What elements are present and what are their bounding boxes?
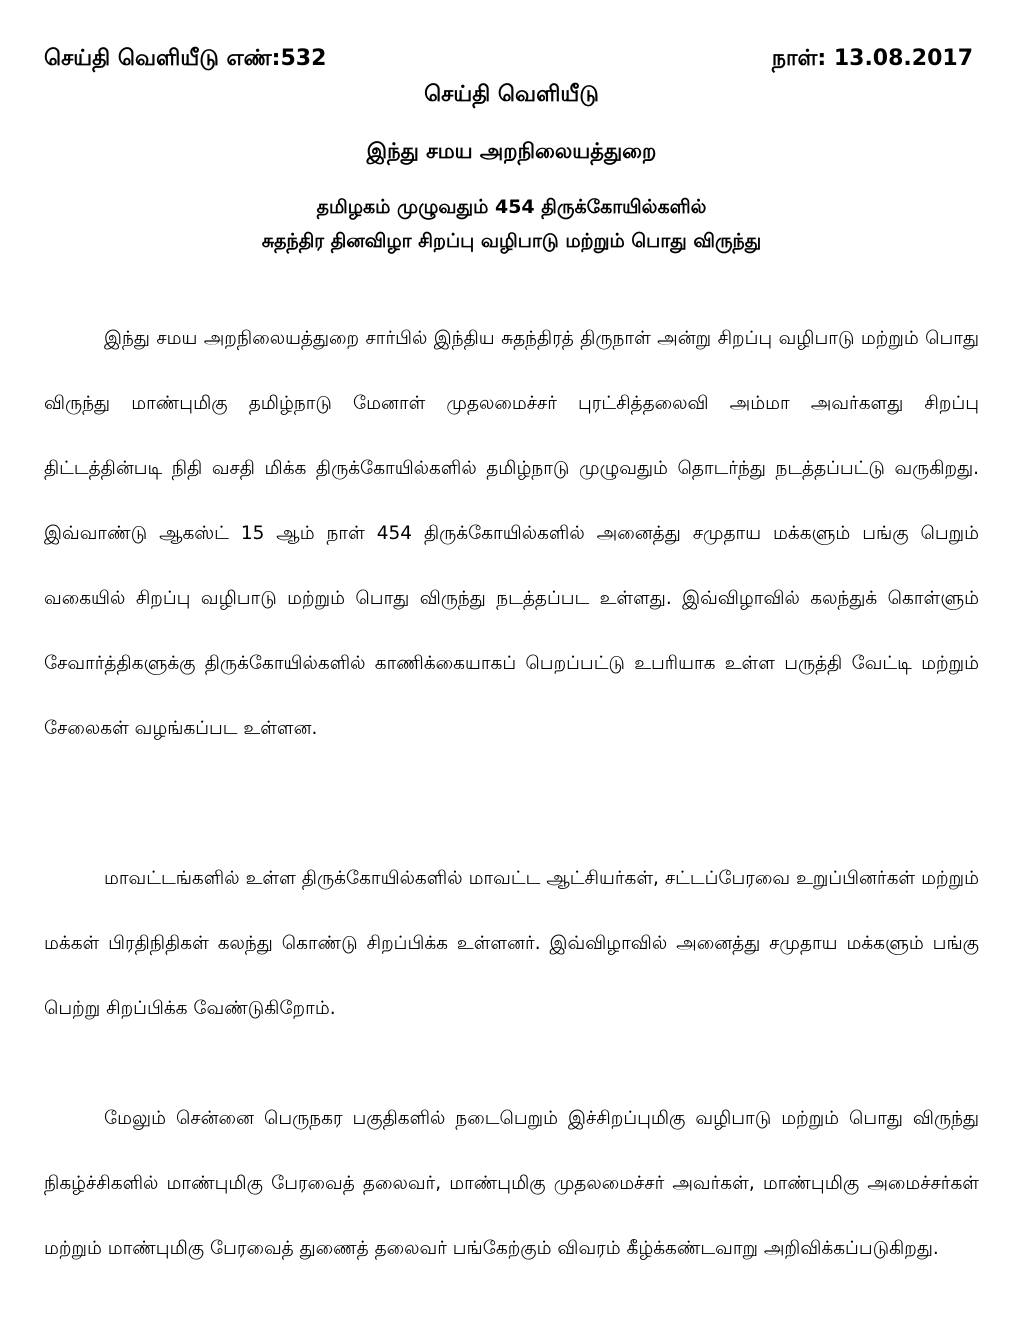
body-paragraph-3: மேலும் சென்னை பெருநகர பகுதிகளில் நடைபெறும் இச்சிறப்புமிகு வழிபாடு மற்றும் பொது விருந்து நிகழ்ச்சிகளில் மாண்புமிகு பேரவைத் தலைவர், மாண்புமிகு முதலமைச்சர் அவர்கள், மாண்புமிகு அமைச்சர்கள் மற்றும் மாண்புமிகு பேரவைத் துணைத் தலைவர் பங்கேற்கும் விவரம் கீழ்க்கண்டவாறு அறிவிக்கப்படுகிறது.	[44, 1108, 979, 1259]
department-name: இந்து சமய அறநிலையத்துறை	[366, 139, 657, 163]
body-paragraph-1: இந்து சமய அறநிலையத்துறை சார்பில் இந்திய சுதந்திரத் திருநாள் அன்று சிறப்பு வழிபாடு மற்றும் பொது விருந்து மாண்புமிகு தமிழ்நாடு மேனாள் முதலமைச்சர் புரட்சித்தலைவி அம்மா அவர்களது சிறப்பு திட்டத்தின்படி நிதி வசதி மிக்க திருக்கோயில்களில் தமிழ்நாடு முழுவதும் தொடர்ந்து நடத்தப்பட்டு வருகிறது. இவ்வாண்டு ஆகஸ்ட் 15 ஆம் நாள் 454 திருக்கோயில்களில் அனைத்து சமுதாய மக்களும் பங்கு பெறும் வகையில் சிறப்பு வழிபாடு மற்றும் பொது விருந்து நடத்தப்பட உள்ளது. இவ்விழாவில் கலந்துக் கொள்ளும் சேவார்த்திகளுக்கு திருக்கோயில்களில் காணிக்கையாகப் பெறப்பட்டு உபரியாக உள்ள பருத்தி வேட்டி மற்றும் சேலைகள் வழங்கப்பட உள்ளன.	[44, 328, 979, 739]
document-title: செய்தி வெளியீடு	[424, 82, 599, 107]
headline-line-2: சுதந்திர தினவிழா சிறப்பு வழிபாடு மற்றும் பொது விருந்து	[261, 230, 762, 252]
release-number: செய்தி வெளியீடு எண்:532	[44, 46, 327, 71]
headline-line-1: தமிழகம் முழுவதும் 454 திருக்கோயில்களில்	[316, 196, 707, 218]
header-row	[44, 44, 973, 74]
release-date: நாள்: 13.08.2017	[771, 46, 973, 71]
body-paragraph-2: மாவட்டங்களில் உள்ள திருக்கோயில்களில் மாவட்ட ஆட்சியர்கள், சட்டப்பேரவை உறுப்பினர்கள் மற்றும் மக்கள் பிரதிநிதிகள் கலந்து கொண்டு சிறப்பிக்க உள்ளனர். இவ்விழாவில் அனைத்து சமுதாய மக்களும் பங்கு பெற்று சிறப்பிக்க வேண்டுகிறோம்.	[44, 868, 979, 1019]
